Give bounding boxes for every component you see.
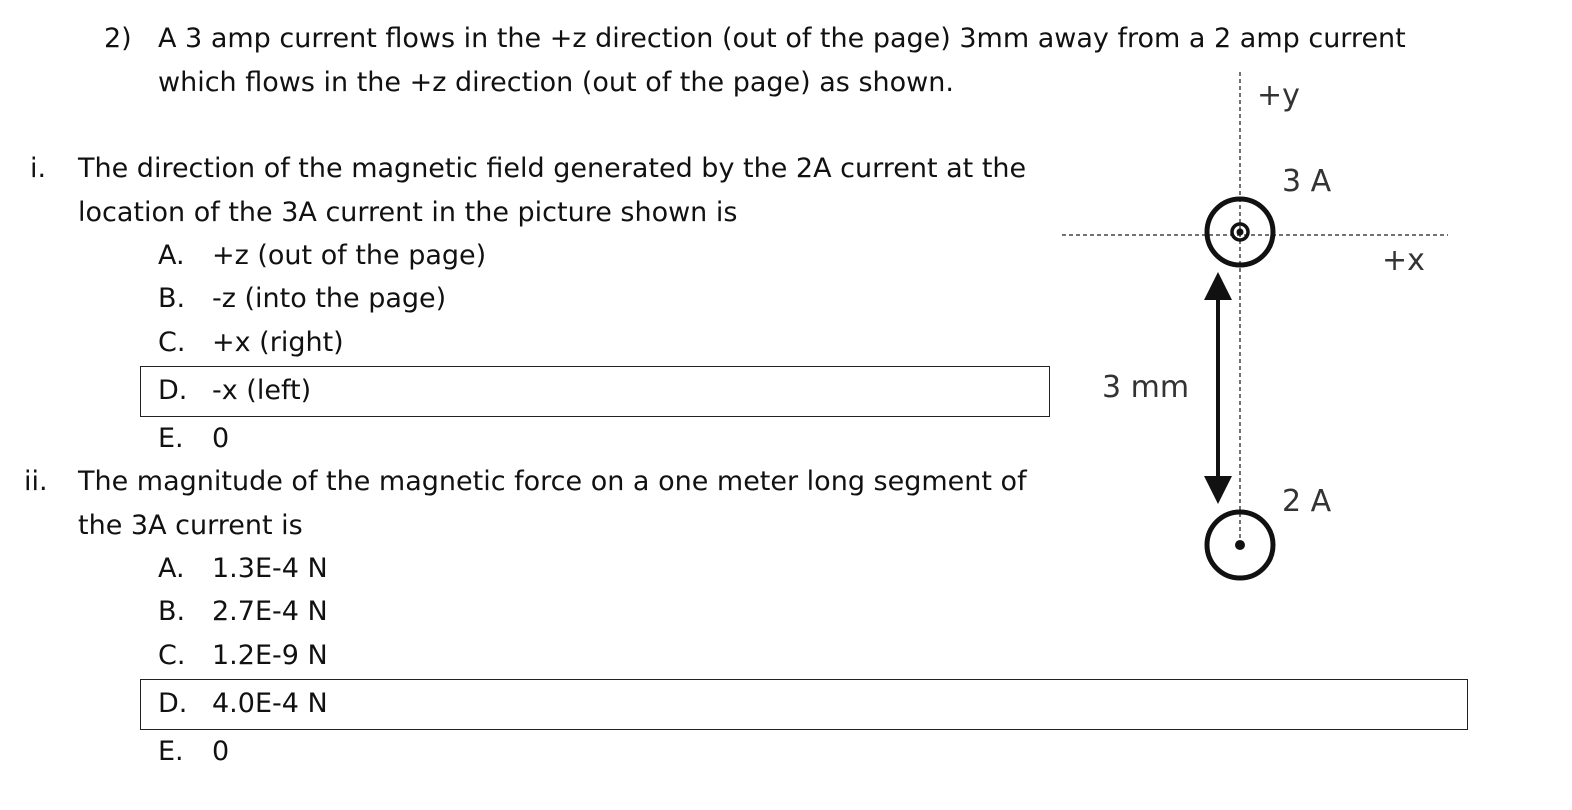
y-axis-label: +y [1257, 78, 1300, 113]
part-i-option-text: +z (out of the page) [212, 240, 487, 271]
x-axis-label: +x [1382, 243, 1425, 278]
part-ii-option-text: 0 [212, 736, 230, 767]
part-i-option-text: -z (into the page) [212, 283, 447, 314]
part-ii-text-line-2: the 3A current is [78, 510, 303, 541]
part-i-option-letter: C. [158, 327, 186, 358]
part-i-numeral: i. [30, 153, 47, 184]
part-i-option-text: +x (right) [212, 327, 344, 358]
separation-label: 3 mm [1102, 370, 1190, 405]
part-i-option-letter: E. [158, 423, 184, 454]
part-ii-option-letter: E. [158, 736, 184, 767]
part-ii-text-line-1: The magnitude of the magnetic force on a one meter long segment of [78, 466, 1027, 497]
upper-current-label: 3 A [1282, 164, 1332, 199]
question-number: 2) [104, 23, 132, 54]
part-ii-option-text: 1.2E-9 N [212, 640, 328, 671]
part-i-option-text: -x (left) [212, 375, 312, 406]
part-ii-option-letter: D. [158, 688, 188, 719]
part-ii-option-letter: C. [158, 640, 186, 671]
part-ii-option-text: 4.0E-4 N [212, 688, 328, 719]
lower-current-label: 2 A [1282, 484, 1332, 519]
part-i-text-line-2: location of the 3A current in the picture shown is [78, 197, 738, 228]
part-i-option-text: 0 [212, 423, 230, 454]
part-i-option-letter: B. [158, 283, 186, 314]
part-ii-option-letter: B. [158, 596, 186, 627]
part-ii-numeral: ii. [24, 466, 48, 497]
part-i-option-letter: D. [158, 375, 188, 406]
part-ii-option-text: 2.7E-4 N [212, 596, 328, 627]
part-i-text-line-1: The direction of the magnetic field generated by the 2A current at the [78, 153, 1027, 184]
part-ii-option-text: 1.3E-4 N [212, 553, 328, 584]
part-ii-option-letter: A. [158, 553, 185, 584]
question-text-line-2: which flows in the +z direction (out of the page) as shown. [158, 67, 954, 98]
question-text-line-1: A 3 amp current flows in the +z direction (out of the page) 3mm away from a 2 amp current [158, 23, 1406, 54]
part-i-option-letter: A. [158, 240, 185, 271]
